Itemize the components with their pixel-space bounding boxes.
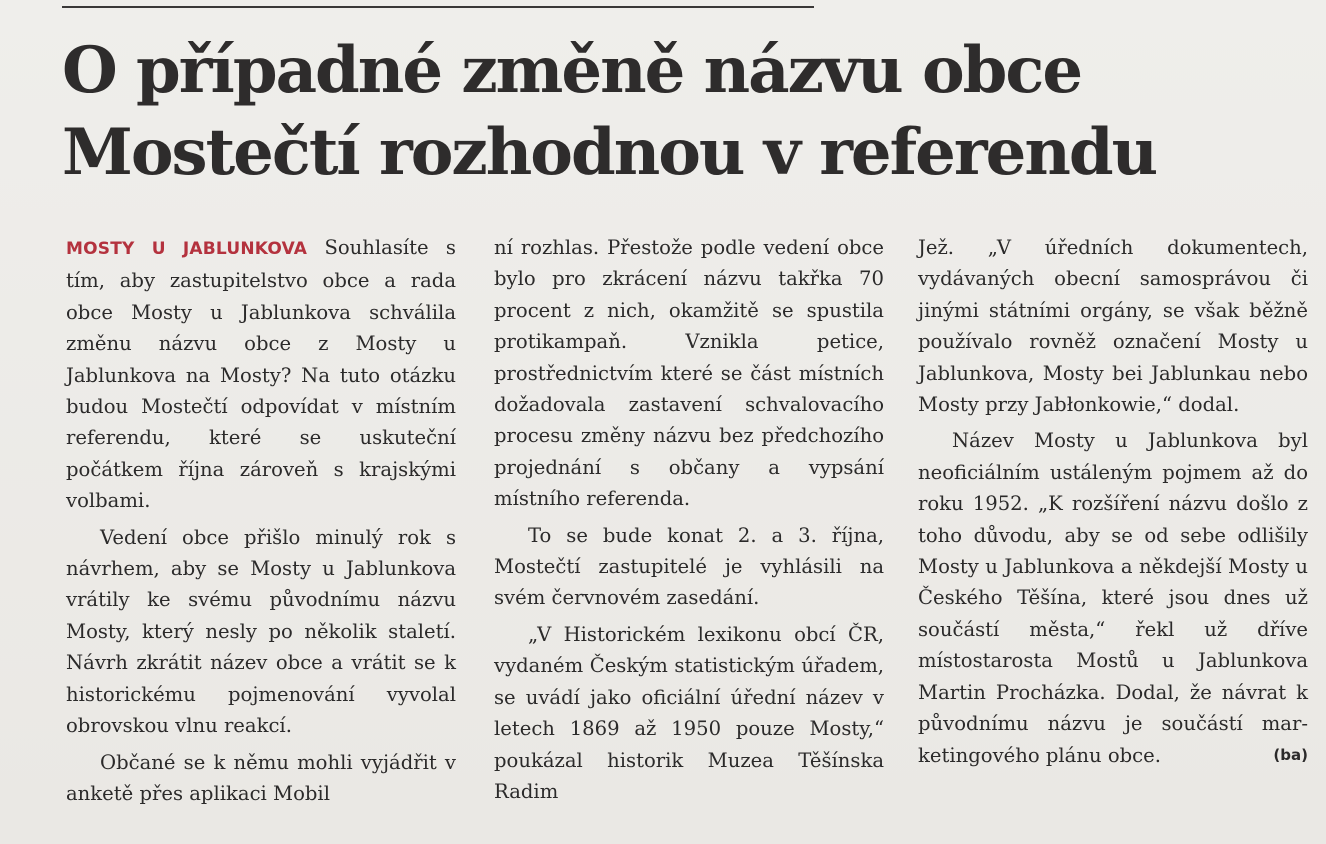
article-column-1 — [66, 232, 456, 809]
paragraph: To se bude konat 2. a 3. října, Mostečtí zastupitelé je vyhlásili na svém červnovém zasedání. — [494, 523, 884, 610]
article-column-3 — [918, 232, 1308, 771]
author-signature: (ba) — [1273, 745, 1308, 764]
dateline: MOSTY U JABLUNKOVA — [66, 239, 308, 259]
paragraph: Jež. „V úředních dokumentech, vydávaných obecní samosprávou či jinými státními orgány, se však běžně používalo rovněž označení Mosty u Jablunkova, Mosty bei Jablunkau nebo Mosty przy Jabłonkowie,“ dodal. — [918, 236, 1308, 417]
paragraph: Občané se k němu mohli vyjádřit v anketě přes aplikaci Mobil — [66, 750, 456, 805]
paragraph: MOSTY U JABLUNKOVA Souhlasíte s tím, aby zastupitelstvo obce a rada obce Mosty u Jablunkova schválila změnu názvu obce z Mosty u Jablunkova na Mosty? Na tuto otázku budou Mostečtí odpovídat v místním referendu, které se uskuteční počátkem října zároveň s krajskými volbami. — [66, 236, 456, 513]
paragraph: ní rozhlas. Přestože podle vedení obce bylo pro zkrácení názvu takřka 70 procent z nich, okamžitě se spustila protikampaň. Vznikla petice, prostřednictvím které se část místních dožadovala zastavení schvalovacího procesu změny názvu bez předchozího projednání s občany a vypsání místního referenda. — [494, 236, 884, 511]
paragraph: Vedení obce přišlo minulý rok s návrhem, aby se Mosty u Jablunkova vrátily ke svému původnímu názvu Mosty, který nesly po několik staletí. Návrh zkrátit název obce a vrátit se k historickému pojmenování vyvolal obrovskou vlnu reakcí. — [66, 525, 456, 738]
headline — [62, 30, 1302, 194]
headline-line-2: Mostečtí rozhodnou v referendu — [62, 115, 1157, 190]
article-column-2 — [494, 232, 884, 807]
paragraph: „V Historickém lexikonu obcí ČR, vydaném Českým statistickým úřadem, se uvádí jako oficiální úřední název v letech 1869 až 1950 pouze Mosty,“ poukázal historik Muzea Těšínska Radim — [494, 622, 884, 803]
top-rule — [62, 6, 814, 8]
paragraph: Název Mosty u Jablunkova byl neoficiálním ustáleným pojmem až do roku 1952. „K rozšíření názvu došlo z toho důvodu, aby se od sebe odlišily Mosty u Jablunkova a někdejší Mosty u Českého Těšína, které jsou dnes už součástí města,“ řekl už dříve místostarosta Mostů u Jablunkova Martin Procházka. Dodal, že návrat k původnímu názvu je součástí marketingového plánu obce. (ba) — [918, 425, 1308, 770]
headline-line-1: O případné změně názvu obce — [62, 33, 1082, 108]
